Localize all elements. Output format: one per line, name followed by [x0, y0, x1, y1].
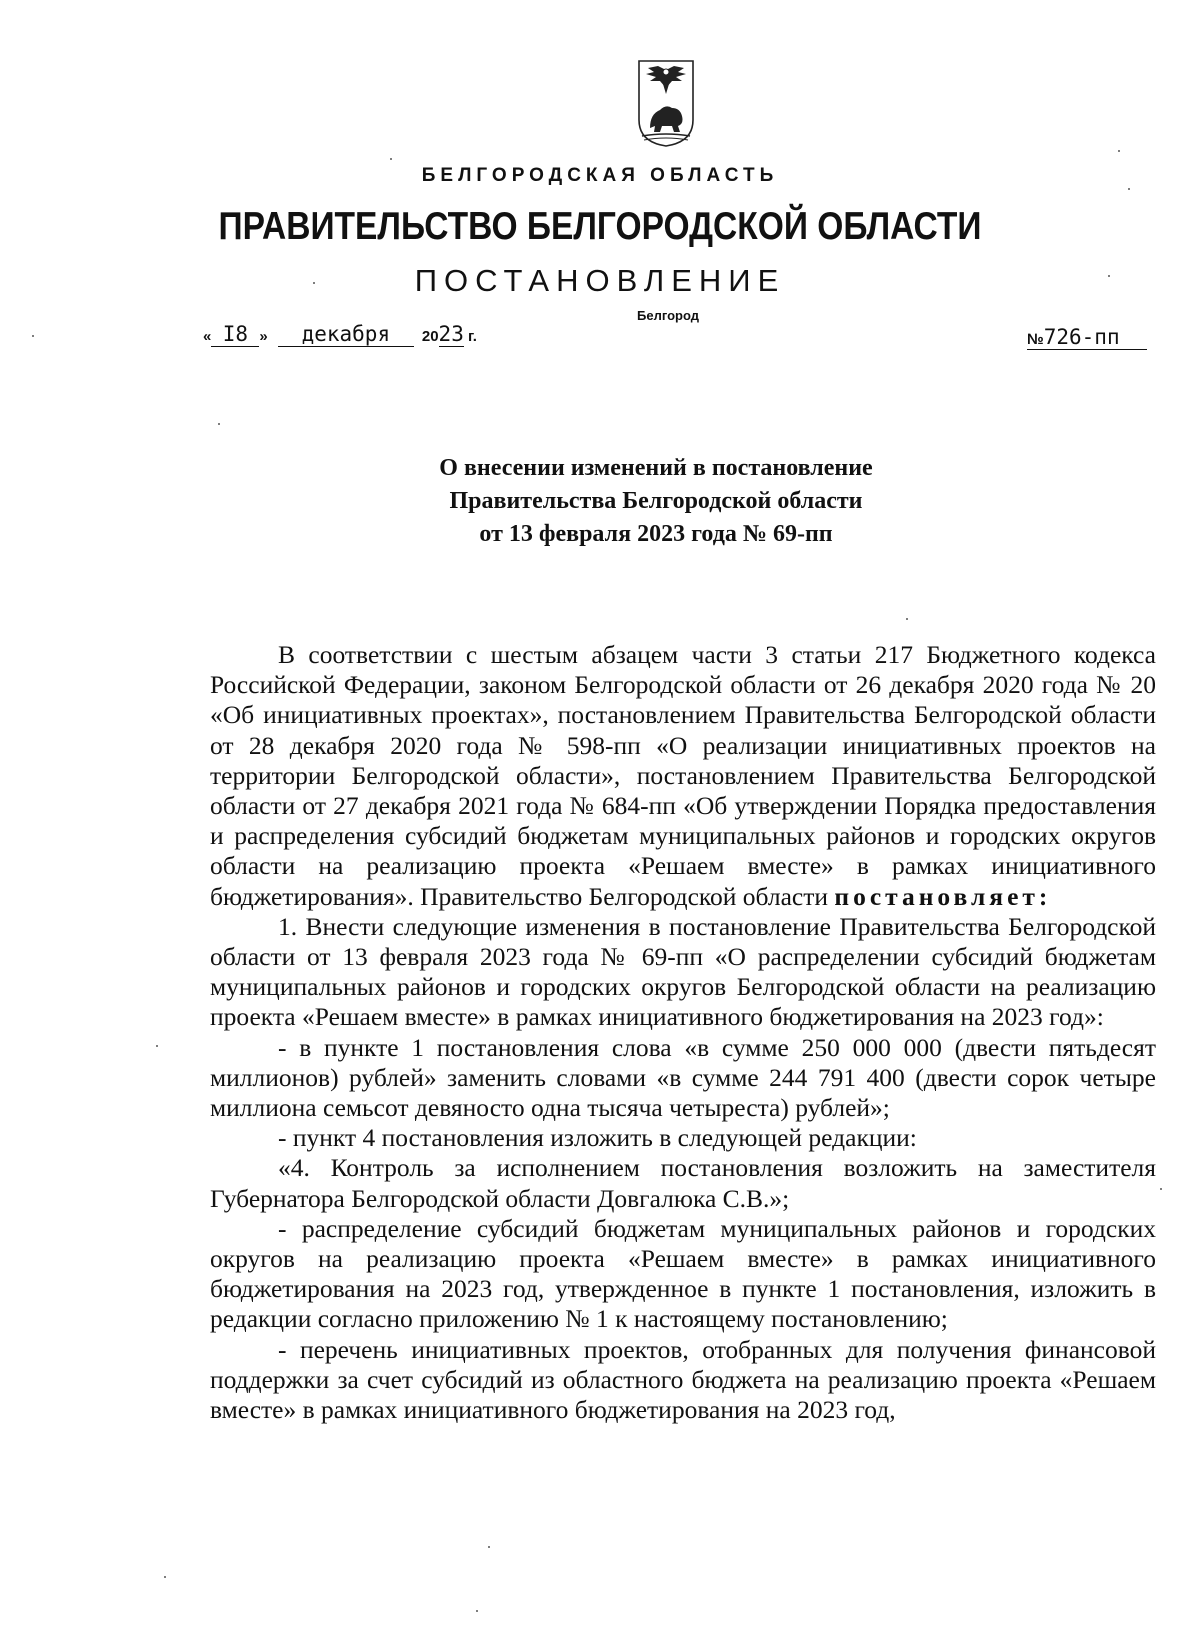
number-value: 726-пп — [1043, 325, 1120, 349]
date-year-abbr: г. — [468, 328, 477, 345]
scan-speck — [906, 618, 908, 620]
document-date — [203, 322, 477, 347]
body-paragraph: - перечень инициативных проектов, отобранных для получения финансовой поддержки за счет субсидий из областного бюджета на реализацию проекта «Решаем вместе» в рамках инициативного бюджетирования на 2023 год, — [210, 1334, 1156, 1425]
scan-speck — [313, 282, 315, 284]
scan-speck — [1118, 150, 1120, 152]
document-type-heading: ПОСТАНОВЛЕНИЕ — [414, 263, 786, 298]
scan-speck — [218, 423, 220, 425]
document-title — [0, 452, 1200, 551]
scan-speck — [476, 1610, 478, 1612]
scan-speck — [1160, 1188, 1162, 1190]
document-number — [1027, 325, 1147, 350]
preamble-text: В соответствии с шестым абзацем части 3 статьи 217 Бюджетного кодекса Российской Федерации, законом Белгородской области от 26 декабря 2020 года № 20 «Об инициативных проектах», постановлением Правительства Белгородской области от 28 декабря 2020 года № 598-пп «О реализации инициативных проектов на территории Белгородской области», постановлением Правительства Белгородской области от 27 декабря 2021 года № 684-пп «Об утверждении Порядка предоставления и распределения субсидий бюджетам муниципальных районов и городских округов области на реализацию проекта «Решаем вместе» в рамках инициативного бюджетирования». Правительство Белгородской области — [210, 640, 1156, 911]
number-sign: № — [1027, 331, 1044, 348]
document-body — [210, 640, 1156, 1425]
region-heading: БЕЛГОРОДСКАЯ ОБЛАСТЬ — [421, 165, 779, 186]
date-year-prefix: 20 — [421, 328, 439, 345]
scan-speck — [1128, 188, 1130, 190]
scan-speck — [390, 158, 392, 160]
government-heading: ПРАВИТЕЛЬСТВО БЕЛГОРОДСКОЙ ОБЛАСТИ — [218, 205, 982, 248]
title-line: О внесении изменений в постановление — [439, 455, 873, 481]
scan-speck — [1108, 275, 1110, 277]
date-quote-close: » — [259, 328, 268, 345]
city-label: Белгород — [637, 308, 699, 323]
date-quote-open: « — [203, 328, 212, 345]
scan-speck — [164, 1576, 166, 1578]
body-paragraph: «4. Контроль за исполнением постановления возложить на заместителя Губернатора Белгородской области Довгалюка С.В.»; — [210, 1153, 1156, 1213]
coat-of-arms-emblem — [636, 58, 696, 148]
body-paragraph: - в пункте 1 постановления слова «в сумме 250 000 000 (двести пятьдесят миллионов) рублей» заменить словами «в сумме 244 791 400 (двести сорок четыре миллиона семьсот девяносто одна тысяча четыреста) рублей»; — [210, 1032, 1156, 1123]
title-line: Правительства Белгородской области — [449, 488, 863, 514]
scan-speck — [32, 335, 34, 337]
title-line: от 13 февраля 2023 года № 69-пп — [479, 521, 833, 547]
date-month: декабря — [278, 322, 414, 347]
date-year-suffix: 23 — [438, 322, 464, 346]
body-paragraph: 1. Внести следующие изменения в постановление Правительства Белгородской области от 13 февраля 2023 года № 69-пп «О распределении субсидий бюджетам муниципальных районов и городских округов Белгородской области на реализацию проекта «Решаем вместе» в рамках инициативного бюджетирования на 2023 год»: — [210, 911, 1156, 1032]
body-paragraph — [210, 640, 1156, 912]
resolution-keyword: постановляет: — [834, 881, 1052, 911]
scan-speck — [156, 1045, 158, 1047]
date-day: I8 — [211, 322, 259, 347]
body-paragraph: - пункт 4 постановления изложить в следующей редакции: — [278, 1123, 917, 1153]
body-paragraph: - распределение субсидий бюджетам муниципальных районов и городских округов на реализацию проекта «Решаем вместе» в рамках инициативного бюджетирования на 2023 год, утвержденное в пункте 1 постановления, изложить в редакции согласно приложению № 1 к настоящему постановлению; — [210, 1213, 1156, 1334]
scan-speck — [488, 1546, 490, 1548]
